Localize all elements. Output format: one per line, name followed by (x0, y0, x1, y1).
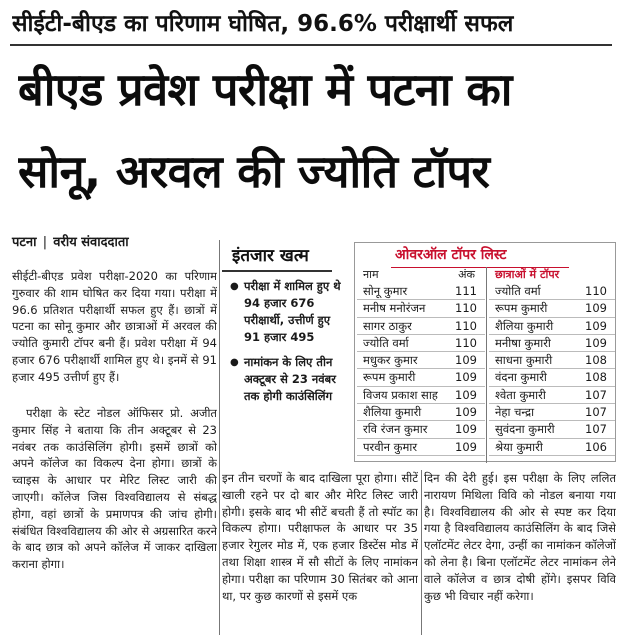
table-row: वंदना कुमारी 108 (489, 369, 615, 386)
table-row: नेहा चन्द्रा 107 (489, 404, 615, 421)
byline-author: वरीय संवाददाता (53, 235, 129, 250)
sidebar-list (222, 278, 350, 405)
table-row: परवीन कुमार 109 (357, 439, 485, 456)
topper-list-title: ओवरऑल टॉपर लिस्ट (395, 247, 507, 263)
article-column-2: इन तीन चरणों के बाद दाखिला पूरा होगा। सीटें खाली रहने पर दो बार और मेरिट लिस्ट जारी होगी। इसके बाद भी सीटें बचती हैं तो स्पॉट का विकल्प होगा। परीक्षाफल के आधार पर 35 हजार रेगुलर मोड में, एक हजार डिस्टेंस मोड में तथा शिक्षा शास्त्र में सौ सीटों के लिए नामांकन होगा। परीक्षा का परिणाम 30 सितंबर को आना था, पर कुछ कारणों से इसमें एक (222, 471, 418, 603)
table-row: सुवंदना कुमारी 107 (489, 421, 615, 438)
sidebar-point: ● परीक्षा में शामिल हुए थे 94 हजार 676 परीक्षार्थी, उत्तीर्ण हुए 91 हजार 495 (230, 278, 350, 346)
table-row: सोनू कुमार 111 (357, 283, 485, 300)
byline-place: पटना (12, 235, 37, 250)
table-row: सागर ठाकुर 110 (357, 318, 485, 335)
table-row: रवि रंजन कुमार 109 (357, 421, 485, 438)
table-row: शैलिया कुमारी 109 (357, 404, 485, 421)
kicker-line: सीईटी-बीएड का परिणाम घोषित, 96.6% परीक्षार्थी सफल (12, 11, 514, 37)
overall-topper-table (357, 267, 485, 456)
girls-toppers-heading: छात्राओं में टॉपर (495, 268, 560, 281)
headline-line-2: सोनू, अरवल की ज्योति टॉपर (18, 145, 490, 198)
table-row: साधना कुमारी 108 (489, 352, 615, 369)
table-row: ज्योति वर्मा 110 (489, 283, 615, 300)
column-divider-1 (219, 240, 220, 635)
table-row: शैलिया कुमारी 109 (489, 318, 615, 335)
table-row: ज्योति वर्मा 110 (357, 335, 485, 352)
name-column-header: नाम (363, 268, 379, 281)
table-row: मनीषा कुमारी 109 (489, 335, 615, 352)
table-row: विजय प्रकाश साह 109 (357, 387, 485, 404)
sidebar-title-rule (222, 270, 332, 272)
marks-column-header: अंक (458, 268, 475, 281)
byline-separator: | (42, 235, 48, 250)
topper-column-divider (486, 267, 487, 463)
table-header (489, 267, 615, 283)
sidebar-point: ● नामांकन के लिए तीन अक्टूबर से 23 नवंबर तक होगी काउंसिलिंग (230, 354, 350, 405)
article-column-3: दिन की देरी हुई। इस परीक्षा के लिए ललित नारायण मिथिला विवि को नोडल बनाया गया है। विश्वविद्यालय की ओर से स्पष्ट कर दिया गया है विश्वविद्यालय काउंसिलिंग के बाद जिसे एलॉटमेंट लेटर देगा, उन्हीं का नामांकन कॉलेजों को लेना है। बिना एलॉटमेंट लेटर नामांकन लेने वाले कॉलेज व छात्र दोषी होंगे। इसपर विवि कुछ भी विचार नहीं करेगा। (424, 471, 616, 603)
table-row: मनीष मनोरंजन 110 (357, 300, 485, 317)
article-column-1-continued (12, 405, 217, 633)
article-paragraph-2: परीक्षा के स्टेट नोडल ऑफिसर प्रो. अजीत कुमार सिंह ने बताया कि तीन अक्टूबर से 23 नवंबर तक काउंसिलिंग होगी। इसमें छात्रों को अपने कॉलेज का विकल्प देना होगा। छात्रों के च्वाइस के आधार पर मेरिट लिस्ट जारी की जाएगी। कॉलेज जिस विश्वविद्यालय से संबद्ध होगा, वहां छात्रों के प्रमाणपत्र की जांच होगी। संबंधित विश्वविद्यालय की ओर से अग्रसारित करने के बाद छात्र को अपने कॉलेज में जाकर दाखिला कराना होगा। (12, 406, 217, 572)
table-row: रूपम कुमारी 109 (357, 369, 485, 386)
kicker-divider (10, 44, 612, 46)
girls-topper-table (489, 267, 615, 456)
table-header (357, 267, 485, 283)
column-divider-2 (421, 470, 422, 635)
table-row: रूपम कुमारी 109 (489, 300, 615, 317)
table-row: श्वेता कुमारी 107 (489, 387, 615, 404)
topper-list-box (354, 242, 616, 462)
sidebar-title: इंतजार खत्म (232, 246, 309, 266)
table-row: मधुकर कुमार 109 (357, 352, 485, 369)
table-row: श्रेया कुमारी 106 (489, 439, 615, 456)
headline-line-1: बीएड प्रवेश परीक्षा में पटना का (18, 63, 512, 116)
sidebar-box (222, 242, 350, 464)
byline (12, 232, 217, 254)
article-paragraph-1: सीईटी-बीएड प्रवेश परीक्षा-2020 का परिणाम गुरुवार की शाम घोषित कर दिया गया। परीक्षा में 96.6 प्रतिशत परीक्षार्थी सफल हुए हैं। छात्रों में पटना का सोनू कुमार और छात्राओं में अरवल की ज्योति कुमारी टॉपर बनी हैं। प्रवेश परीक्षा में 94 हजार 676 परीक्षार्थी शामिल हुए थे। इनमें से 91 हजार 495 उत्तीर्ण हुए हैं। (12, 269, 217, 384)
